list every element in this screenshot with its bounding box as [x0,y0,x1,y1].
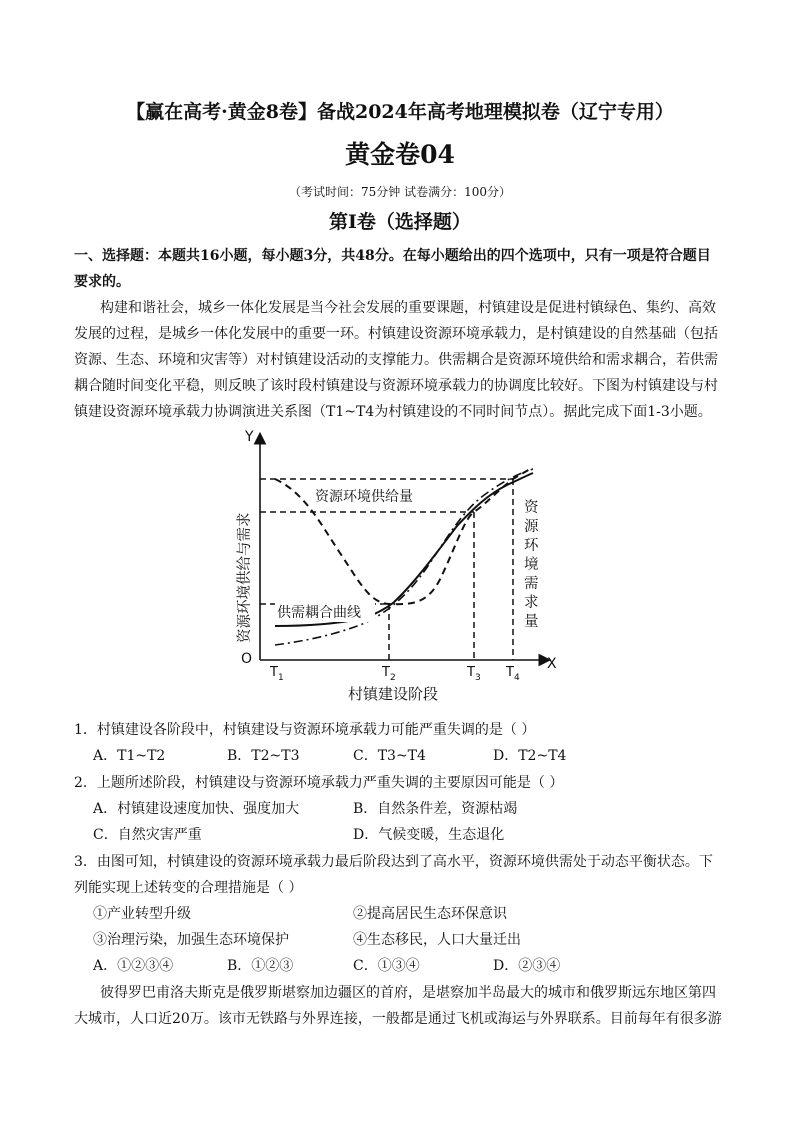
q3-option-d[interactable]: D．②③④ [493,958,561,974]
t1-label: $T_1$ [270,665,284,683]
instructions-line-2: 要求的。 [74,274,130,290]
y-axis-label: 资源环境供给与需求 [237,512,253,643]
demand-label-char: 源 [524,519,539,535]
exam-info: （考试时间：75分钟 试卷满分：100分） [289,185,511,199]
q3-option-b[interactable]: B．①②③ [227,958,294,974]
passage2-line-2: 大城市，人口近20万。该市无铁路与外界连接，一般都是通过飞机或海运与外界联系。目前每年有很多游 [74,1011,722,1027]
demand-label [516,495,544,631]
passage1-line-4: 耦合随时间变化平稳，则反映了该时段村镇建设与资源环境承载力的协调度比较好。下图为村镇建设与村 [74,378,718,394]
passage1-line-3: 资源、生态、环境和灾害等）对村镇建设活动的支撑能力。供需耦合是资源环境供给和需求耦合，若供需 [74,352,718,368]
q3-stem-line-2: 列能实现上述转变的合理措施是（ ） [74,880,303,896]
passage1-line-1: 构建和谐社会，城乡一体化发展是当今社会发展的重要课题，村镇建设是促进村镇绿色、集约、高效 [100,300,716,316]
q2-option-d[interactable]: D．气候变暖，生态退化 [353,827,505,843]
q3-stem-line-1: 3．由图可知，村镇建设的资源环境承载力最后阶段达到了高水平，资源环境供需处于动态平衡状态。下 [74,854,713,870]
q2-stem: 2．上题所述阶段，村镇建设与资源环境承载力严重失调的主要原因可能是（ ） [74,775,564,791]
y-axis-letter: Y [245,429,254,445]
demand-label-char: 环 [524,538,539,554]
q2-option-a[interactable]: A．村镇建设速度加快、强度加大 [93,801,300,817]
demand-label-char: 量 [524,614,539,630]
q1-option-b[interactable]: B．T2~T3 [227,748,300,764]
instructions-line-1: 一、选择题：本题共16小题，每小题3分，共48分。在每小题给出的四个选项中，只有一项是符合题目 [74,248,711,264]
coupling-label: 供需耦合曲线 [277,605,361,621]
t3-label: $T_3$ [467,665,481,683]
q3-option-c[interactable]: C．①③④ [353,958,420,974]
t4-label: $T_4$ [506,665,520,683]
q1-stem: 1．村镇建设各阶段中，村镇建设与资源环境承载力可能严重失调的是（ ） [74,722,536,738]
passage1-line-2: 发展的过程，是城乡一体化发展中的重要一环。村镇建设资源环境承载力，是村镇建设的自然基础（包括 [74,326,718,342]
q3-option-a[interactable]: A．①②③④ [93,958,174,974]
q3-item-3: ③治理污染，加强生态环境保护 [93,932,289,948]
q1-option-d[interactable]: D．T2~T4 [493,748,567,764]
coordination-figure [225,423,575,708]
q2-option-b[interactable]: B．自然条件差，资源枯竭 [353,801,518,817]
x-axis-letter: X [547,656,557,672]
x-axis-label: 村镇建设阶段 [348,685,439,703]
q3-item-2: ②提高居民生态环保意识 [353,906,507,922]
supply-label: 资源环境供给量 [315,489,413,505]
section-title: 第I卷（选择题） [329,211,471,233]
q1-option-c[interactable]: C．T3~T4 [353,748,426,764]
origin-label: O [241,651,253,667]
passage1-line-5: 镇建设资源环境承载力协调演进关系图（T1~T4为村镇建设的不同时间节点）。据此完成下面1-3小题。 [74,404,712,420]
q3-item-1: ①产业转型升级 [93,906,191,922]
paper-title: 黄金卷04 [345,140,455,169]
demand-label-char: 境 [524,557,539,573]
exam-series-title: 【赢在高考·黄金8卷】备战2024年高考地理模拟卷（辽宁专用） [126,101,674,123]
q2-option-c[interactable]: C．自然灾害严重 [93,827,202,843]
q3-item-4: ④生态移民，人口大量迁出 [353,932,521,948]
t2-label: $T_2$ [382,665,396,683]
demand-label-char: 求 [524,595,539,611]
demand-label-char: 需 [524,576,539,592]
passage2-line-1: 彼得罗巴甫洛夫斯克是俄罗斯堪察加边疆区的首府，是堪察加半岛最大的城市和俄罗斯远东地区第四 [100,985,716,1001]
demand-label-char: 资 [524,500,539,516]
q1-option-a[interactable]: A．T1~T2 [93,748,166,764]
